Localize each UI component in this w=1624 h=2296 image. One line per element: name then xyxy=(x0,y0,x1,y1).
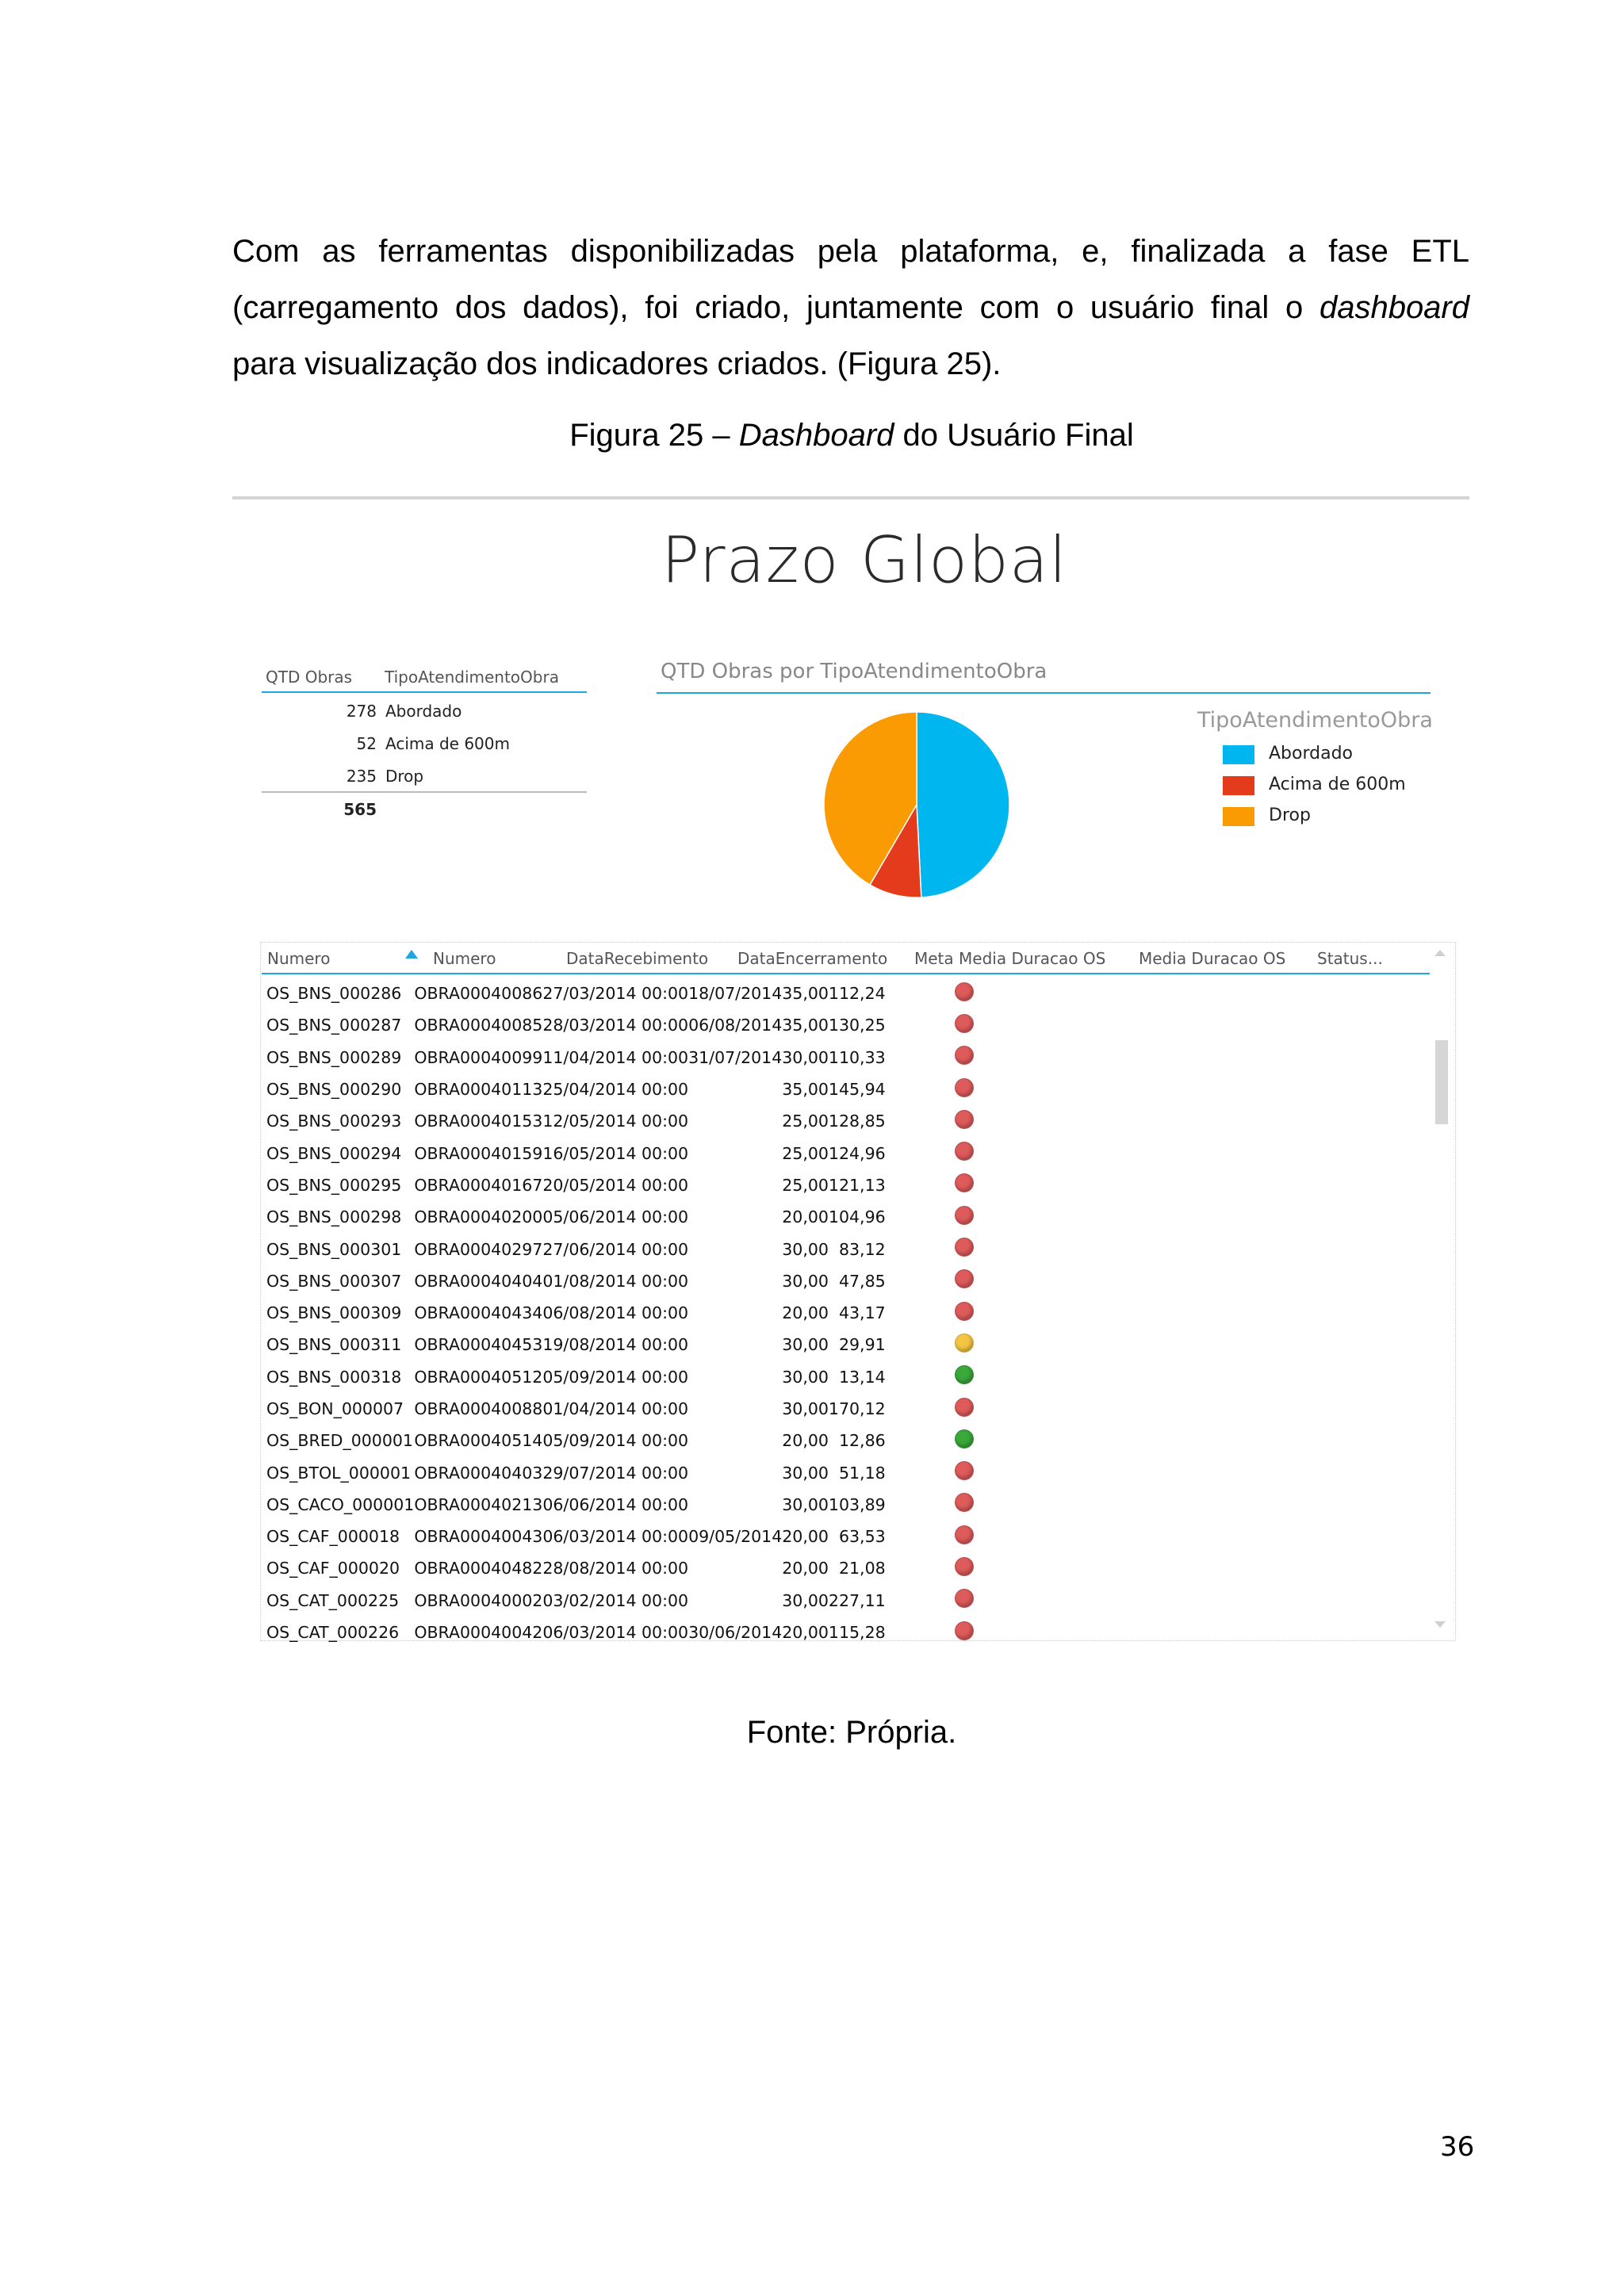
cell-media-duracao: 21,08 xyxy=(838,1559,886,1578)
cell-numero-obra: OBRA00040002 xyxy=(414,1590,543,1610)
table-row[interactable] xyxy=(262,1489,974,1521)
cell-status xyxy=(886,1009,974,1041)
header-status[interactable]: Status... xyxy=(1317,949,1383,968)
cell-media-duracao: 104,96 xyxy=(828,1207,886,1227)
cell-meta-media: 35,00 xyxy=(782,984,829,1004)
paragraph-line-2-text: (carregamento dos dados), foi criado, juntamente com o usuário final o xyxy=(232,290,1320,325)
cell-status xyxy=(886,1361,974,1393)
cell-meta-media: 30,00 xyxy=(782,1335,829,1355)
cell-data-recebimento: 06/08/2014 00:00 xyxy=(542,1303,689,1323)
cell-meta-media: 20,00 xyxy=(782,1527,829,1547)
status-indicator-icon xyxy=(955,1173,974,1192)
cell-media-duracao: 227,11 xyxy=(828,1590,886,1610)
cell-meta-media: 30,00 xyxy=(782,1367,829,1387)
cell-numero-obra: OBRA00040085 xyxy=(414,1016,543,1035)
cell-numero-os: OS_CAF_000020 xyxy=(266,1559,400,1578)
cell-numero-os: OS_BRED_000001 xyxy=(266,1431,413,1451)
scroll-down-icon[interactable] xyxy=(1434,1621,1446,1628)
summary-tipo-drop: Drop xyxy=(385,767,424,786)
cell-numero-obra: OBRA00040167 xyxy=(414,1175,543,1195)
cell-meta-media: 30,00 xyxy=(782,1047,829,1067)
cell-data-recebimento: 05/09/2014 00:00 xyxy=(542,1431,689,1451)
cell-data-recebimento: 27/06/2014 00:00 xyxy=(542,1239,689,1259)
cell-meta-media: 25,00 xyxy=(782,1143,829,1163)
cell-meta-media: 35,00 xyxy=(782,1080,829,1100)
table-row[interactable] xyxy=(262,1169,974,1201)
summary-total-line xyxy=(262,791,587,793)
status-indicator-icon xyxy=(955,1206,974,1225)
legend-swatch-drop xyxy=(1223,807,1254,826)
summary-tipo-acima: Acima de 600m xyxy=(385,734,510,753)
table-row[interactable] xyxy=(262,1329,974,1360)
legend-label-abordado: Abordado xyxy=(1269,744,1354,763)
cell-status xyxy=(886,1265,974,1297)
figure-source: Fonte: Própria. xyxy=(746,1715,957,1750)
table-row[interactable] xyxy=(262,978,974,1009)
table-row[interactable] xyxy=(262,1425,974,1456)
cell-data-recebimento: 19/08/2014 00:00 xyxy=(542,1335,689,1355)
cell-data-encerramento xyxy=(688,1169,782,1201)
cell-numero-obra: OBRA00040404 xyxy=(414,1271,543,1291)
cell-status xyxy=(886,1073,974,1105)
cell-status xyxy=(886,1233,974,1265)
cell-data-encerramento: 18/07/2014 xyxy=(688,984,783,1004)
paragraph-line-1: Com as ferramentas disponibilizadas pela plataforma, e, finalizada a fase ETL xyxy=(232,234,1469,269)
cell-meta-media: 20,00 xyxy=(782,1559,829,1578)
cell-status xyxy=(886,1297,974,1329)
cell-data-recebimento: 01/04/2014 00:00 xyxy=(542,1399,689,1418)
cell-numero-obra: OBRA00040482 xyxy=(414,1559,543,1578)
cell-numero-obra: OBRA00040043 xyxy=(414,1527,543,1547)
summary-qtd-acima: 52 xyxy=(356,734,377,753)
cell-numero-os: OS_BNS_000294 xyxy=(266,1143,402,1163)
cell-data-encerramento: 31/07/2014 xyxy=(688,1047,783,1067)
table-row[interactable] xyxy=(262,1393,974,1425)
cell-status xyxy=(886,1425,974,1456)
cell-media-duracao: 83,12 xyxy=(838,1239,886,1259)
status-indicator-icon xyxy=(955,1621,974,1640)
cell-status xyxy=(886,1489,974,1521)
cell-meta-media: 25,00 xyxy=(782,1175,829,1195)
pie-chart[interactable] xyxy=(817,702,1055,908)
cell-numero-os: OS_BNS_000318 xyxy=(266,1367,402,1387)
summary-header-line xyxy=(262,691,587,693)
detail-header-line xyxy=(262,973,1430,974)
table-row[interactable] xyxy=(262,1617,974,1648)
legend-title: TipoAtendimentoObra xyxy=(1197,708,1433,733)
cell-numero-obra: OBRA00040113 xyxy=(414,1080,543,1100)
table-row[interactable] xyxy=(262,1105,974,1137)
cell-status xyxy=(886,1521,974,1552)
cell-data-encerramento xyxy=(688,1265,782,1297)
cell-numero-obra: OBRA00040099 xyxy=(414,1047,543,1067)
cell-data-encerramento xyxy=(688,1329,782,1360)
caption-prefix: Figura 25 – xyxy=(569,418,739,453)
cell-media-duracao: 29,91 xyxy=(838,1335,886,1355)
header-media-duracao[interactable]: Media Duracao OS xyxy=(1139,949,1286,968)
cell-numero-os: OS_BNS_000286 xyxy=(266,984,402,1004)
summary-qtd-abordado: 278 xyxy=(346,702,377,721)
cell-media-duracao: 115,28 xyxy=(828,1623,886,1643)
header-data-encerramento[interactable]: DataEncerramento xyxy=(737,949,888,968)
cell-data-recebimento: 05/09/2014 00:00 xyxy=(542,1367,689,1387)
scroll-up-icon[interactable] xyxy=(1434,950,1446,956)
caption-suffix: do Usuário Final xyxy=(894,418,1134,453)
status-indicator-icon xyxy=(955,1142,974,1161)
cell-media-duracao: 124,96 xyxy=(828,1143,886,1163)
cell-data-recebimento: 28/08/2014 00:00 xyxy=(542,1559,689,1578)
table-row[interactable] xyxy=(262,1042,974,1073)
table-row[interactable] xyxy=(262,1073,974,1105)
cell-data-recebimento: 01/08/2014 00:00 xyxy=(542,1271,689,1291)
status-indicator-icon xyxy=(955,982,974,1001)
cell-media-duracao: 12,86 xyxy=(838,1431,886,1451)
cell-meta-media: 20,00 xyxy=(782,1303,829,1323)
cell-meta-media: 30,00 xyxy=(782,1399,829,1418)
status-indicator-icon xyxy=(955,1365,974,1384)
cell-data-recebimento: 28/03/2014 00:00 xyxy=(542,1016,689,1035)
cell-data-encerramento xyxy=(688,1361,782,1393)
cell-data-encerramento xyxy=(688,1233,782,1265)
cell-numero-obra: OBRA00040042 xyxy=(414,1623,543,1643)
cell-numero-os: OS_CAT_000225 xyxy=(266,1590,400,1610)
cell-numero-obra: OBRA00040512 xyxy=(414,1367,543,1387)
cell-data-encerramento: 09/05/2014 xyxy=(688,1527,783,1547)
status-indicator-icon xyxy=(955,1525,974,1544)
cell-numero-obra: OBRA00040453 xyxy=(414,1335,543,1355)
cell-status xyxy=(886,1393,974,1425)
cell-numero-obra: OBRA00040213 xyxy=(414,1494,543,1514)
paragraph-line-2-emphasis: dashboard xyxy=(1319,290,1469,325)
table-row[interactable] xyxy=(262,1201,974,1233)
cell-numero-os: OS_CAF_000018 xyxy=(266,1527,400,1547)
cell-data-recebimento: 03/02/2014 00:00 xyxy=(542,1590,689,1610)
cell-meta-media: 30,00 xyxy=(782,1494,829,1514)
legend-label-acima: Acima de 600m xyxy=(1269,775,1406,794)
table-row[interactable] xyxy=(262,1297,974,1329)
cell-data-recebimento: 20/05/2014 00:00 xyxy=(542,1175,689,1195)
cell-status xyxy=(886,978,974,1009)
cell-data-recebimento: 16/05/2014 00:00 xyxy=(542,1143,689,1163)
cell-media-duracao: 112,24 xyxy=(828,984,886,1004)
summary-total: 565 xyxy=(343,800,377,819)
cell-meta-media: 30,00 xyxy=(782,1590,829,1610)
status-indicator-icon xyxy=(955,1078,974,1097)
figure-caption xyxy=(0,418,1624,453)
table-row[interactable] xyxy=(262,1585,974,1617)
cell-status xyxy=(886,1552,974,1584)
header-numero-obra[interactable]: Numero xyxy=(433,949,496,968)
cell-data-encerramento xyxy=(688,1425,782,1456)
cell-status xyxy=(886,1201,974,1233)
cell-data-encerramento xyxy=(688,1489,782,1521)
cell-numero-os: OS_BNS_000287 xyxy=(266,1016,402,1035)
cell-meta-media: 20,00 xyxy=(782,1623,829,1643)
status-indicator-icon xyxy=(955,1461,974,1480)
cell-numero-obra: OBRA00040086 xyxy=(414,984,543,1004)
table-row[interactable] xyxy=(262,1361,974,1393)
table-row[interactable] xyxy=(262,1456,974,1488)
cell-media-duracao: 51,18 xyxy=(838,1463,886,1483)
cell-status xyxy=(886,1585,974,1617)
cell-media-duracao: 121,13 xyxy=(828,1175,886,1195)
status-indicator-icon xyxy=(955,1589,974,1608)
cell-media-duracao: 145,94 xyxy=(828,1080,886,1100)
cell-status xyxy=(886,1329,974,1360)
table-row[interactable] xyxy=(262,1265,974,1297)
cell-media-duracao: 13,14 xyxy=(838,1367,886,1387)
cell-numero-obra: OBRA00040434 xyxy=(414,1303,543,1323)
status-indicator-icon xyxy=(955,1557,974,1576)
cell-status xyxy=(886,1456,974,1488)
table-row[interactable] xyxy=(262,1233,974,1265)
cell-data-recebimento: 06/03/2014 00:00 xyxy=(542,1623,689,1643)
cell-numero-os: OS_BNS_000293 xyxy=(266,1112,402,1131)
page-number: 36 xyxy=(1440,2131,1475,2163)
paragraph-line-2 xyxy=(232,280,1469,336)
cell-numero-os: OS_BNS_000295 xyxy=(266,1175,402,1195)
pie-chart-title: QTD Obras por TipoAtendimentoObra xyxy=(661,660,1048,683)
table-row[interactable] xyxy=(262,1521,974,1552)
cell-meta-media: 30,00 xyxy=(782,1239,829,1259)
cell-numero-os: OS_BON_000007 xyxy=(266,1399,404,1418)
cell-numero-os: OS_BNS_000298 xyxy=(266,1207,402,1227)
cell-media-duracao: 170,12 xyxy=(828,1399,886,1418)
summary-qtd-drop: 235 xyxy=(346,767,377,786)
cell-numero-os: OS_BNS_000301 xyxy=(266,1239,402,1259)
status-indicator-icon xyxy=(955,1302,974,1321)
cell-numero-os: OS_BNS_000309 xyxy=(266,1303,402,1323)
cell-data-encerramento xyxy=(688,1393,782,1425)
cell-media-duracao: 47,85 xyxy=(838,1271,886,1291)
cell-numero-obra: OBRA00040200 xyxy=(414,1207,543,1227)
cell-media-duracao: 63,53 xyxy=(838,1527,886,1547)
header-numero-os[interactable]: Numero xyxy=(267,949,331,968)
status-indicator-icon xyxy=(955,1334,974,1353)
cell-meta-media: 25,00 xyxy=(782,1112,829,1131)
cell-numero-os: OS_BTOL_000001 xyxy=(266,1463,412,1483)
cell-data-recebimento: 05/06/2014 00:00 xyxy=(542,1207,689,1227)
summary-tipo-abordado: Abordado xyxy=(385,702,462,721)
cell-data-recebimento: 11/04/2014 00:00 xyxy=(542,1047,689,1067)
table-row[interactable] xyxy=(262,1137,974,1169)
intro-paragraph xyxy=(232,224,1469,392)
cell-numero-os: OS_CAT_000226 xyxy=(266,1623,400,1643)
cell-numero-os: OS_BNS_000307 xyxy=(266,1271,402,1291)
summary-header-tipo[interactable]: TipoAtendimentoObra xyxy=(385,668,559,687)
cell-meta-media: 30,00 xyxy=(782,1271,829,1291)
cell-status xyxy=(886,1105,974,1137)
cell-media-duracao: 103,89 xyxy=(828,1494,886,1514)
cell-status xyxy=(886,1137,974,1169)
pie-slice-abordado[interactable] xyxy=(917,712,1009,897)
cell-status xyxy=(886,1617,974,1648)
cell-data-recebimento: 06/06/2014 00:00 xyxy=(542,1494,689,1514)
cell-data-encerramento xyxy=(688,1456,782,1488)
cell-media-duracao: 43,17 xyxy=(838,1303,886,1323)
cell-meta-media: 30,00 xyxy=(782,1463,829,1483)
summary-header-qtd[interactable]: QTD Obras xyxy=(266,668,353,687)
dashboard-title: Prazo Global xyxy=(661,523,1068,597)
cell-data-encerramento xyxy=(688,1073,782,1105)
cell-numero-os: OS_BNS_000290 xyxy=(266,1080,402,1100)
paragraph-line-3: para visualização dos indicadores criados. (Figura 25). xyxy=(232,346,1002,381)
cell-data-recebimento: 29/07/2014 00:00 xyxy=(542,1463,689,1483)
cell-data-encerramento: 30/06/2014 xyxy=(688,1623,783,1643)
table-row[interactable] xyxy=(262,1009,974,1041)
cell-data-encerramento: 06/08/2014 xyxy=(688,1016,783,1035)
cell-meta-media: 35,00 xyxy=(782,1016,829,1035)
cell-data-recebimento: 12/05/2014 00:00 xyxy=(542,1112,689,1131)
header-meta-media-duracao[interactable]: Meta Media Duracao OS xyxy=(914,949,1106,968)
pie-chart-header-line xyxy=(657,692,1431,694)
legend-label-drop: Drop xyxy=(1269,806,1311,825)
cell-data-encerramento xyxy=(688,1105,782,1137)
cell-numero-obra: OBRA00040514 xyxy=(414,1431,543,1451)
status-indicator-icon xyxy=(955,1014,974,1033)
status-indicator-icon xyxy=(955,1046,974,1065)
cell-data-encerramento xyxy=(688,1552,782,1584)
cell-numero-os: OS_CACO_000001 xyxy=(266,1494,415,1514)
status-indicator-icon xyxy=(955,1269,974,1288)
detail-table xyxy=(262,978,974,1648)
cell-data-encerramento xyxy=(688,1137,782,1169)
cell-data-encerramento xyxy=(688,1201,782,1233)
cell-meta-media: 20,00 xyxy=(782,1431,829,1451)
header-data-recebimento[interactable]: DataRecebimento xyxy=(566,949,709,968)
cell-data-recebimento: 06/03/2014 00:00 xyxy=(542,1527,689,1547)
cell-numero-os: OS_BNS_000311 xyxy=(266,1335,402,1355)
cell-numero-os: OS_BNS_000289 xyxy=(266,1047,402,1067)
legend-swatch-acima xyxy=(1223,776,1254,795)
figure-top-divider xyxy=(232,496,1469,499)
cell-numero-obra: OBRA00040159 xyxy=(414,1143,543,1163)
cell-numero-obra: OBRA00040153 xyxy=(414,1112,543,1131)
table-row[interactable] xyxy=(262,1552,974,1584)
cell-media-duracao: 130,25 xyxy=(828,1016,886,1035)
sort-ascending-icon[interactable] xyxy=(405,950,418,959)
cell-media-duracao: 128,85 xyxy=(828,1112,886,1131)
scrollbar-thumb[interactable] xyxy=(1435,1040,1448,1124)
status-indicator-icon xyxy=(955,1493,974,1512)
status-indicator-icon xyxy=(955,1398,974,1417)
caption-emphasis: Dashboard xyxy=(738,418,894,453)
status-indicator-icon xyxy=(955,1238,974,1257)
cell-meta-media: 20,00 xyxy=(782,1207,829,1227)
status-indicator-icon xyxy=(955,1110,974,1129)
cell-status xyxy=(886,1169,974,1201)
cell-data-encerramento xyxy=(688,1585,782,1617)
cell-media-duracao: 110,33 xyxy=(828,1047,886,1067)
cell-numero-obra: OBRA00040088 xyxy=(414,1399,543,1418)
cell-numero-obra: OBRA00040403 xyxy=(414,1463,543,1483)
cell-data-recebimento: 25/04/2014 00:00 xyxy=(542,1080,689,1100)
legend-swatch-abordado xyxy=(1223,745,1254,764)
cell-status xyxy=(886,1042,974,1073)
cell-data-encerramento xyxy=(688,1297,782,1329)
cell-data-recebimento: 27/03/2014 00:00 xyxy=(542,984,689,1004)
status-indicator-icon xyxy=(955,1429,974,1448)
cell-numero-obra: OBRA00040297 xyxy=(414,1239,543,1259)
